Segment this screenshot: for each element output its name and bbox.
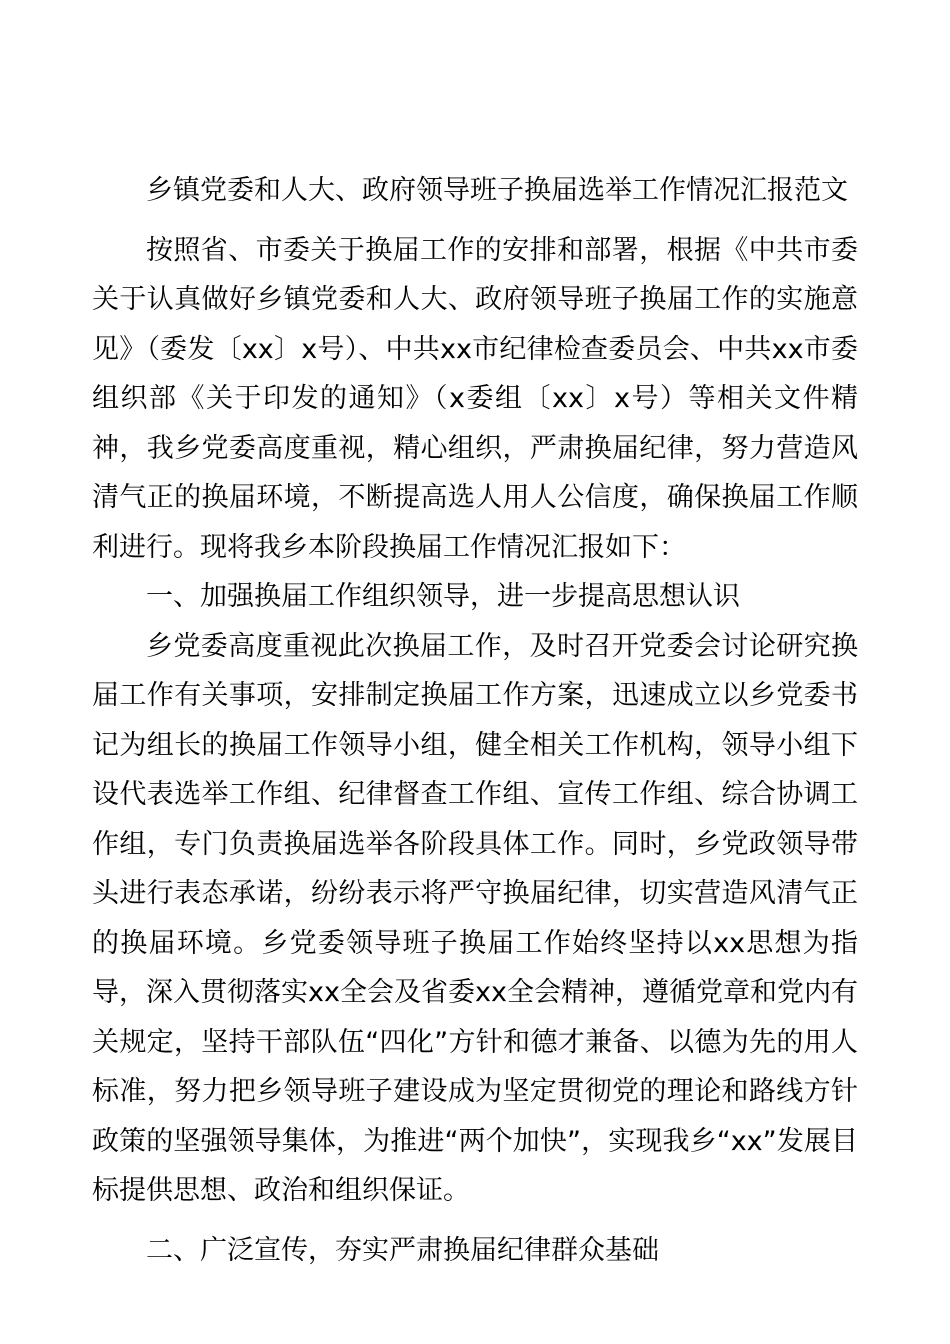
intro-paragraph: 按照省、市委关于换届工作的安排和部署，根据《中共市委关于认真做好乡镇党委和人大、政府领导班子换届工作的实施意见》（委发〔xx〕x号）、中共xx市纪律检查委员会、中共xx市委组织部《关于印发的通知》（x委组〔xx〕x号）等相关文件精神，我乡党委高度重视，精心组织，严肃换届纪律，努力营造风清气正的换届环境，不断提高选人用人公信度，确保换届工作顺利进行。现将我乡本阶段换届工作情况汇报如下： [92,234,858,563]
section-2-heading: 二、广泛宣传，夯实严肃换届纪律群众基础 [146,1234,659,1266]
section-1-heading: 一、加强换届工作组织领导，进一步提高思想认识 [146,581,740,612]
section-1-paragraph: 乡党委高度重视此次换届工作，及时召开党委会讨论研究换届工作有关事项，安排制定换届工作方案，迅速成立以乡党委书记为组长的换届工作领导小组，健全相关工作机构，领导小组下设代表选举工作组、纪律督查工作组、宣传工作组、综合协调工作组，专门负责换届选举各阶段具体工作。同时，乡党政领导带头进行表态承诺，纷纷表示将严守换届纪律，切实营造风清气正的换届环境。乡党委领导班子换届工作始终坚持以xx思想为指导，深入贯彻落实xx全会及省委xx全会精神，遵循党章和党内有关规定，坚持干部队伍“四化”方针和德才兼备、以德为先的用人标准，努力把乡领导班子建设成为坚定贯彻党的理论和路线方针政策的坚强领导集体，为推进“两个加快”，实现我乡“xx”发展目标提供思想、政治和组织保证。 [92,630,858,1206]
document-page [92,166,858,1275]
title-gap [92,216,858,226]
section-gap [92,1216,858,1226]
document-title: 乡镇党委和人大、政府领导班子换届选举工作情况汇报范文 [146,175,848,206]
